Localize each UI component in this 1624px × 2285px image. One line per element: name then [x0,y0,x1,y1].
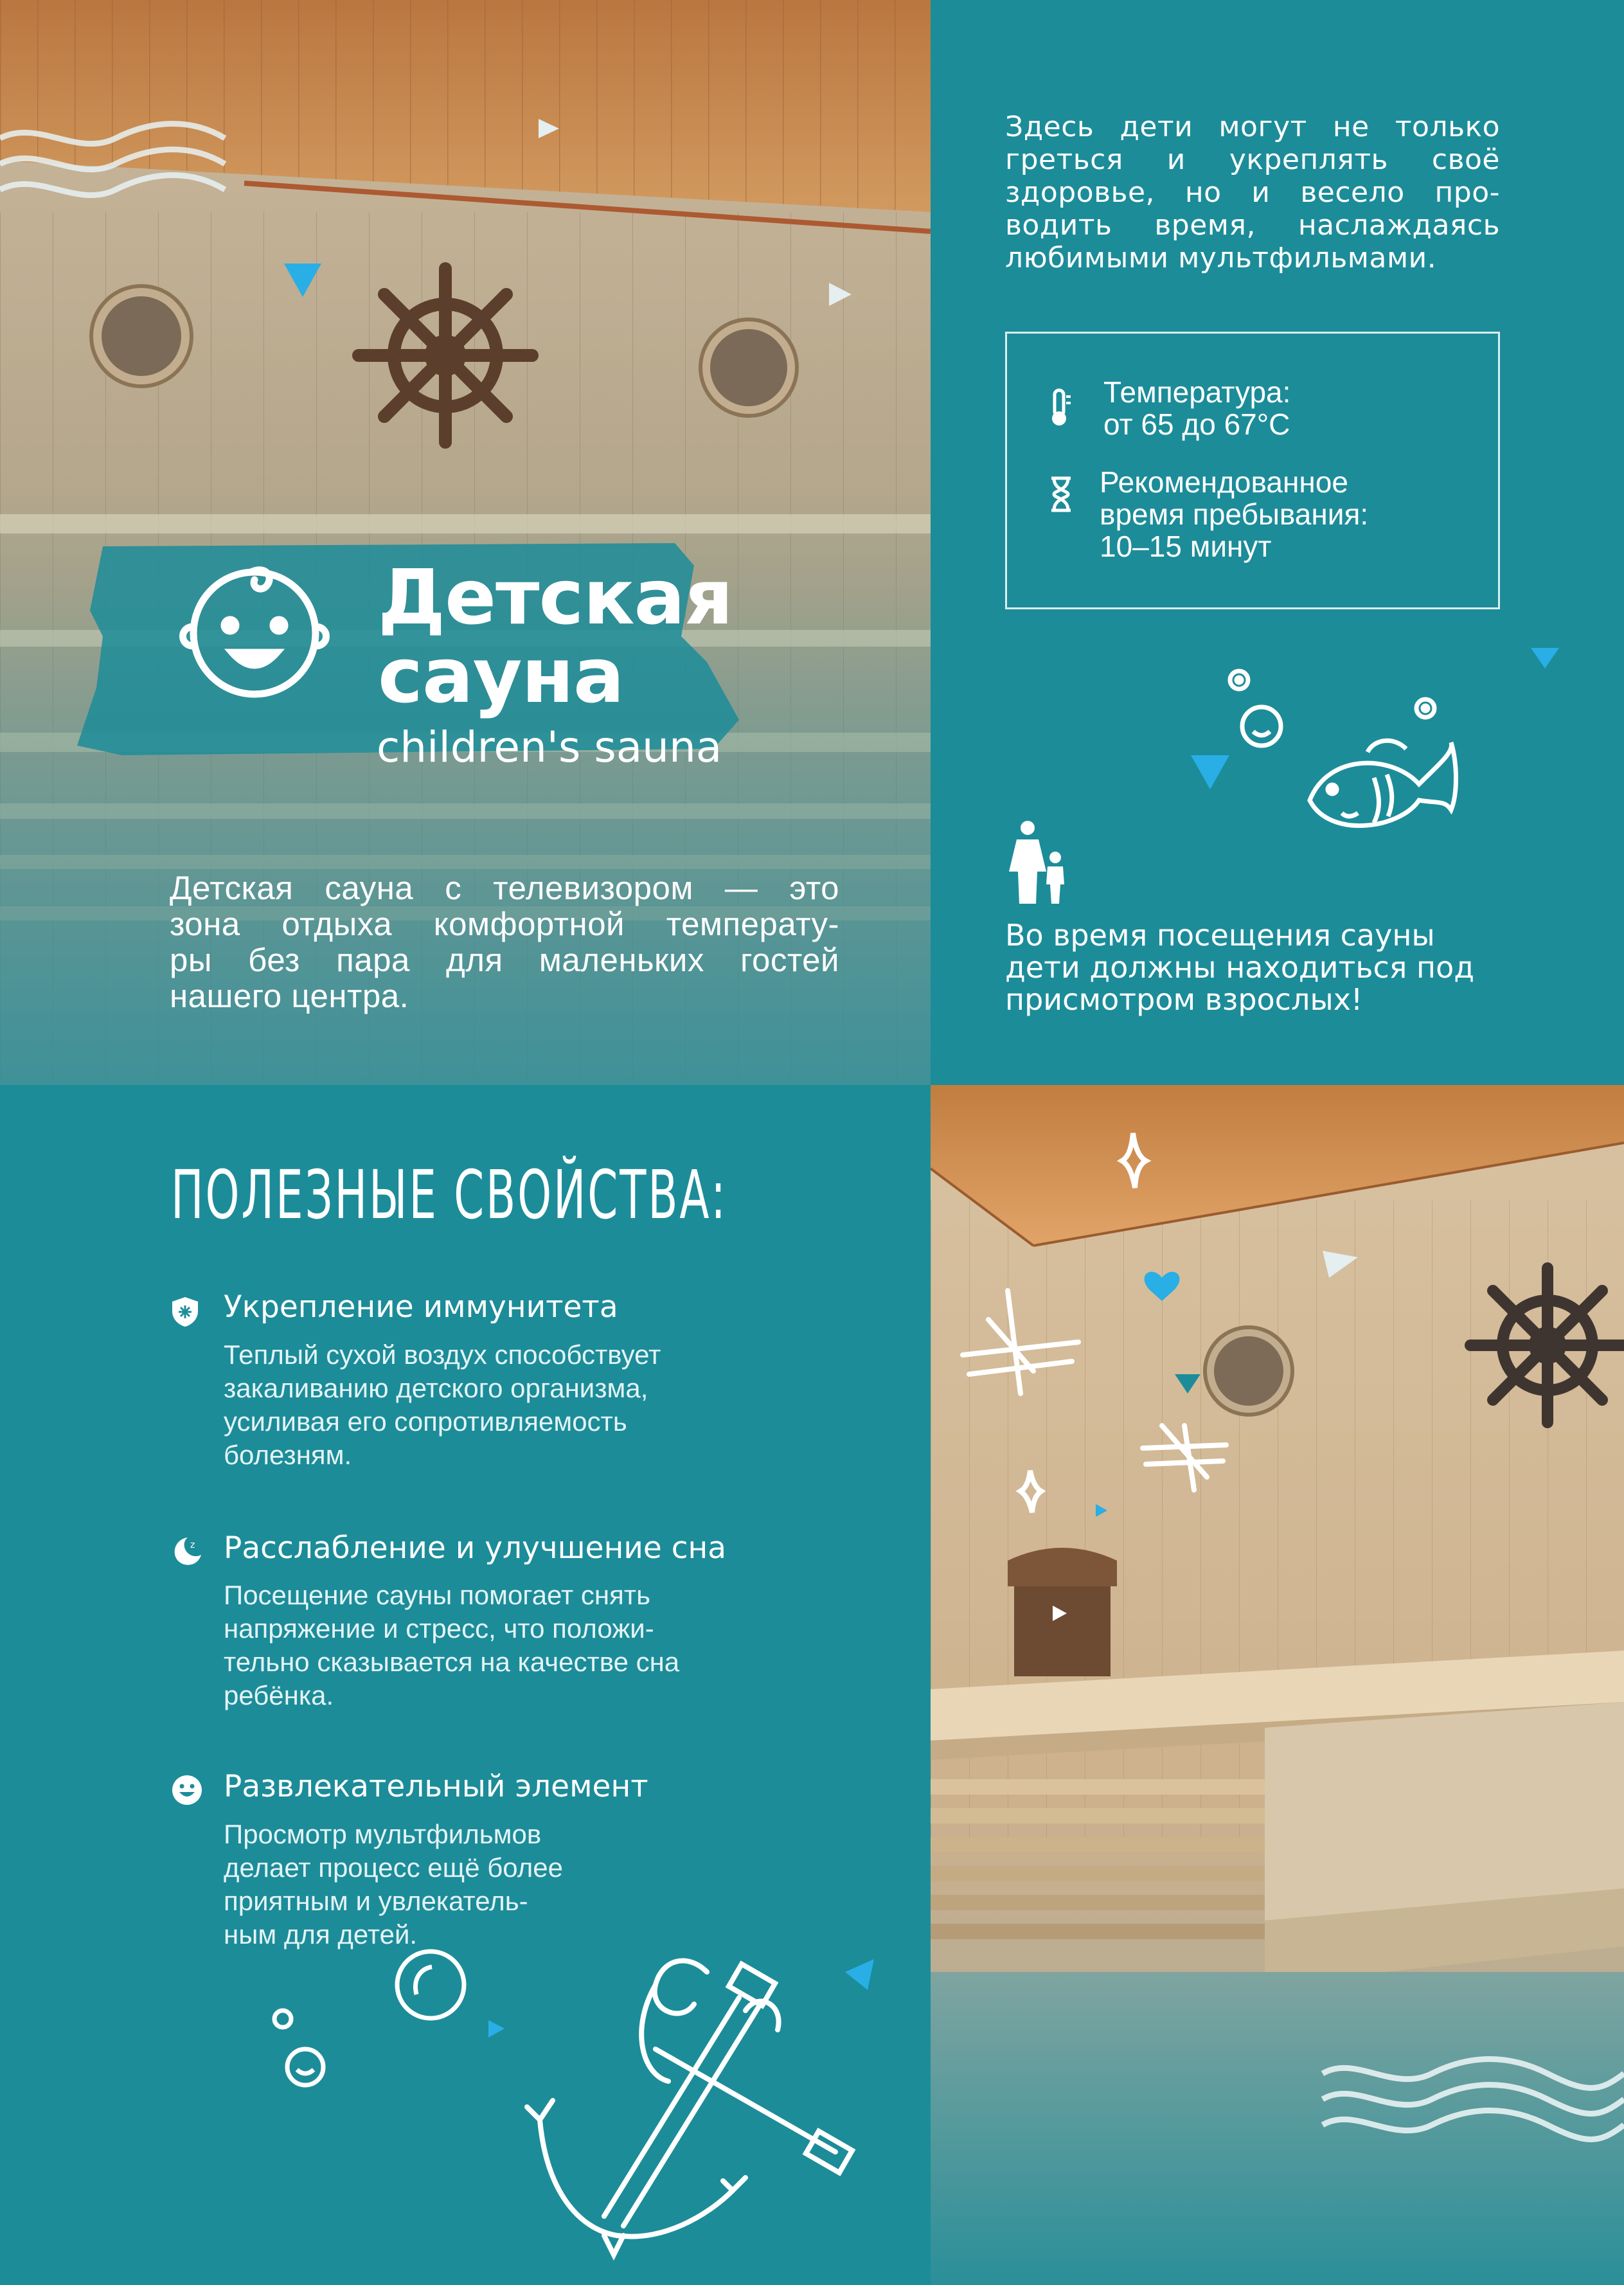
intro-line: здоровье, но и весело про- [1005,176,1500,209]
stay-time-block [1100,466,1368,562]
hourglass-icon [1049,476,1073,512]
benefit-title: Развлекательный элемент [224,1769,648,1804]
stay-time-label-2: время пребывания: [1100,497,1369,531]
svg-text:z: z [190,1540,195,1550]
notice-line: Во время посещения сауны [1005,918,1435,953]
adult-child-icon [1005,820,1069,905]
hero-description [170,870,839,1014]
anchor-bubbles-illustration [244,1933,931,2285]
intro-text [1005,111,1500,274]
stay-time-value: 10–15 минут [1100,530,1272,563]
treasure-chest [1008,1548,1117,1676]
benefit-title: Расслабление и улучшение сна [224,1530,727,1566]
triangle-decoration [1531,648,1559,668]
benefit-line: Теплый сухой воздух способствует [224,1340,661,1370]
benefit-title: Укрепление иммунитета [224,1289,618,1325]
benefit-line: приятным и увлекатель- [224,1886,528,1916]
hero-panel [0,0,931,1085]
benefit-description [224,1338,661,1472]
benefit-line: Посещение сауны помогает снять [224,1580,650,1610]
benefit-line: ным для детей. [224,1919,418,1949]
benefit-line: болезням. [224,1440,352,1470]
benefit-line: закаливанию детского организма, [224,1373,648,1403]
anchor-icon [527,1961,852,2255]
supervision-notice [1005,919,1474,1016]
round-vent-left [91,286,192,386]
benefit-description [224,1818,563,1951]
triangle-decoration [488,2020,504,2038]
fish-icon [1310,740,1456,825]
intro-line: любимыми мультфильмами. [1005,242,1437,274]
temperature-label: Температура: [1103,375,1291,409]
page-title [378,553,733,720]
thermometer-icon [1047,388,1073,427]
notice-line: присмотром взрослых! [1005,982,1363,1017]
ship-wheel-icon [359,269,532,442]
ship-wheel-icon [1470,1268,1624,1422]
moon-icon [171,1535,203,1567]
triangle-decoration [845,1959,874,1990]
intro-line: водить время, наслаждаясь [1005,209,1500,242]
intro-line: греться и укреплять своё [1005,143,1500,176]
benefit-line: ребёнка. [224,1680,334,1710]
page-subtitle: children's sauna [377,722,722,772]
benefits-heading: ПОЛЕЗНЫЕ СВОЙСТВА: [171,1156,727,1234]
benefit-line: усиливая его сопротивляемость [224,1406,627,1437]
temperature-value: от 65 до 67°C [1103,408,1290,441]
shield-icon [171,1296,199,1328]
triangle-decoration [1191,755,1229,789]
hero-description-line: зона отдыха комфортной температу- [170,906,839,942]
benefit-line: тельно сказывается на качестве сна [224,1647,680,1677]
temperature-block [1103,376,1290,440]
hero-description-line: Детская сауна с телевизором — это [170,870,839,906]
benefit-line: напряжение и стресс, что положи- [224,1613,654,1644]
intro-line: Здесь дети могут не только [1005,111,1500,143]
benefit-line: делает процесс ещё более [224,1852,563,1883]
title-line-1: Детская [378,553,733,641]
benefit-line: Просмотр мультфильмов [224,1819,542,1849]
benefits-panel [0,1085,931,2285]
info-box [1005,332,1500,609]
hero-description-line: ры без пара для маленьких гостей [170,942,839,978]
title-line-2: сауна [378,631,624,720]
stay-time-label-1: Рекомендованное [1100,465,1348,499]
hero-description-line: нашего центра. [170,978,409,1014]
sauna-interior-illustration [931,1085,1624,2285]
notice-line: дети должны находиться под [1005,950,1475,985]
smiley-icon [171,1774,203,1806]
benefit-description [224,1579,679,1712]
info-panel [931,0,1624,1085]
round-vent-right [700,319,797,416]
sauna-photo-panel [931,1085,1624,2285]
